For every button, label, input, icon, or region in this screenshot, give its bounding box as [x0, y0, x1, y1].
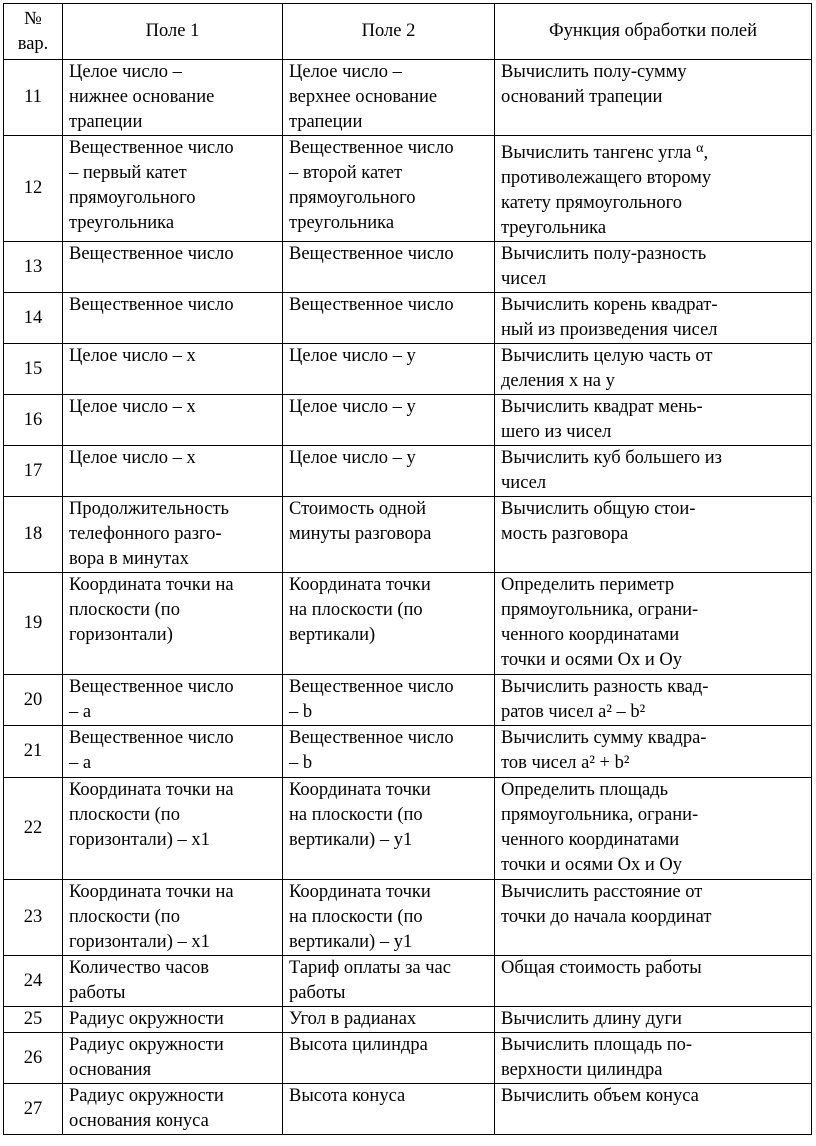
table-row: [4, 242, 812, 293]
function-cell: Вычислить целую часть от деления x на y: [495, 344, 812, 395]
function-cell: Определить периметр прямоугольника, ограни- ченного координатами точки и осями Ox и Oy: [495, 573, 812, 675]
alpha-symbol: α: [696, 141, 704, 156]
field-1-cell: Радиус окружности: [63, 1007, 283, 1033]
field-1-cell: Вещественное число: [63, 293, 283, 344]
header-variant-number: № вар.: [4, 4, 63, 60]
field-1-cell: Целое число – x: [63, 446, 283, 497]
field-2-cell: Координата точки на плоскости (по вертикали): [283, 573, 495, 675]
table-row: [4, 956, 812, 1007]
variant-number: 13: [4, 242, 63, 293]
variant-number: 25: [4, 1007, 63, 1033]
variant-number: 21: [4, 726, 63, 778]
function-cell: Вычислить полу-разность чисел: [495, 242, 812, 293]
table-row: [4, 293, 812, 344]
field-1-cell: Целое число – x: [63, 344, 283, 395]
field-1-cell: Радиус окружности основания конуса: [63, 1084, 283, 1135]
table-row: [4, 880, 812, 956]
field-1-cell: Вещественное число – первый катет прямоугольного треугольника: [63, 136, 283, 242]
field-2-cell: Целое число – y: [283, 395, 495, 446]
field-2-cell: Целое число – y: [283, 344, 495, 395]
variant-number: 22: [4, 778, 63, 880]
field-1-cell: Координата точки на плоскости (по горизонтали) – x1: [63, 880, 283, 956]
function-cell: Вычислить расстояние от точки до начала координат: [495, 880, 812, 956]
function-cell: Вычислить квадрат мень- шего из чисел: [495, 395, 812, 446]
table-row: [4, 778, 812, 880]
table-row: [4, 573, 812, 675]
field-2-cell: Целое число – верхнее основание трапеции: [283, 60, 495, 136]
field-1-cell: Целое число – нижнее основание трапеции: [63, 60, 283, 136]
field-2-cell: Высота цилиндра: [283, 1033, 495, 1084]
table-row: [4, 1084, 812, 1135]
function-cell: Вычислить общую стои- мость разговора: [495, 497, 812, 573]
field-1-cell: Продолжительность телефонного разго- вора в минутах: [63, 497, 283, 573]
function-cell: Вычислить объем конуса: [495, 1084, 812, 1135]
header-field-2: Поле 2: [283, 4, 495, 60]
function-cell: Вычислить тангенс угла $^\alpha$, противолежащего второму катету прямоугольного треугольника: [495, 136, 812, 242]
field-2-cell: Вещественное число: [283, 293, 495, 344]
function-cell: Вычислить полу-сумму оснований трапеции: [495, 60, 812, 136]
field-1-cell: Вещественное число: [63, 242, 283, 293]
function-cell: Вычислить сумму квадра- тов чисел a² + b²: [495, 726, 812, 778]
table-row: [4, 344, 812, 395]
table-row: [4, 497, 812, 573]
function-cell: Вычислить длину дуги: [495, 1007, 812, 1033]
field-2-cell: Вещественное число – второй катет прямоугольного треугольника: [283, 136, 495, 242]
table-row: [4, 726, 812, 778]
variant-number: 24: [4, 956, 63, 1007]
variant-number: 19: [4, 573, 63, 675]
function-cell: Общая стоимость работы: [495, 956, 812, 1007]
header-row: [4, 4, 812, 60]
variant-number: 20: [4, 675, 63, 726]
field-1-cell: Вещественное число – a: [63, 726, 283, 778]
variant-number: 14: [4, 293, 63, 344]
variant-number: 23: [4, 880, 63, 956]
table-row: [4, 136, 812, 242]
header-function: Функция обработки полей: [495, 4, 812, 60]
table-row: [4, 395, 812, 446]
field-2-cell: Координата точки на плоскости (по вертикали) – y1: [283, 778, 495, 880]
header-field-1: Поле 1: [63, 4, 283, 60]
table-row: [4, 446, 812, 497]
table-row: [4, 60, 812, 136]
table-row: [4, 1033, 812, 1084]
variant-number: 15: [4, 344, 63, 395]
variant-number: 11: [4, 60, 63, 136]
variant-number: 26: [4, 1033, 63, 1084]
field-1-cell: Координата точки на плоскости (по горизонтали): [63, 573, 283, 675]
field-1-cell: Радиус окружности основания: [63, 1033, 283, 1084]
field-2-cell: Стоимость одной минуты разговора: [283, 497, 495, 573]
table-row: [4, 1007, 812, 1033]
field-1-cell: Целое число – x: [63, 395, 283, 446]
function-cell: Вычислить площадь по- верхности цилиндра: [495, 1033, 812, 1084]
function-cell: Вычислить разность квад- ратов чисел a² – b²: [495, 675, 812, 726]
table-row: [4, 675, 812, 726]
variant-number: 18: [4, 497, 63, 573]
field-2-cell: Вещественное число – b: [283, 726, 495, 778]
variant-number: 17: [4, 446, 63, 497]
function-cell: Вычислить корень квадрат- ный из произведения чисел: [495, 293, 812, 344]
field-1-cell: Количество часов работы: [63, 956, 283, 1007]
function-cell: Определить площадь прямоугольника, ограни- ченного координатами точки и осями Ox и Oy: [495, 778, 812, 880]
variant-number: 27: [4, 1084, 63, 1135]
variant-number: 16: [4, 395, 63, 446]
variants-table: [3, 3, 812, 1135]
field-2-cell: Целое число – y: [283, 446, 495, 497]
field-1-cell: Координата точки на плоскости (по горизонтали) – x1: [63, 778, 283, 880]
field-2-cell: Вещественное число – b: [283, 675, 495, 726]
variant-number: 12: [4, 136, 63, 242]
field-2-cell: Вещественное число: [283, 242, 495, 293]
function-cell: Вычислить куб большего из чисел: [495, 446, 812, 497]
field-2-cell: Тариф оплаты за час работы: [283, 956, 495, 1007]
field-1-cell: Вещественное число – a: [63, 675, 283, 726]
field-2-cell: Координата точки на плоскости (по вертикали) – y1: [283, 880, 495, 956]
field-2-cell: Угол в радианах: [283, 1007, 495, 1033]
field-2-cell: Высота конуса: [283, 1084, 495, 1135]
